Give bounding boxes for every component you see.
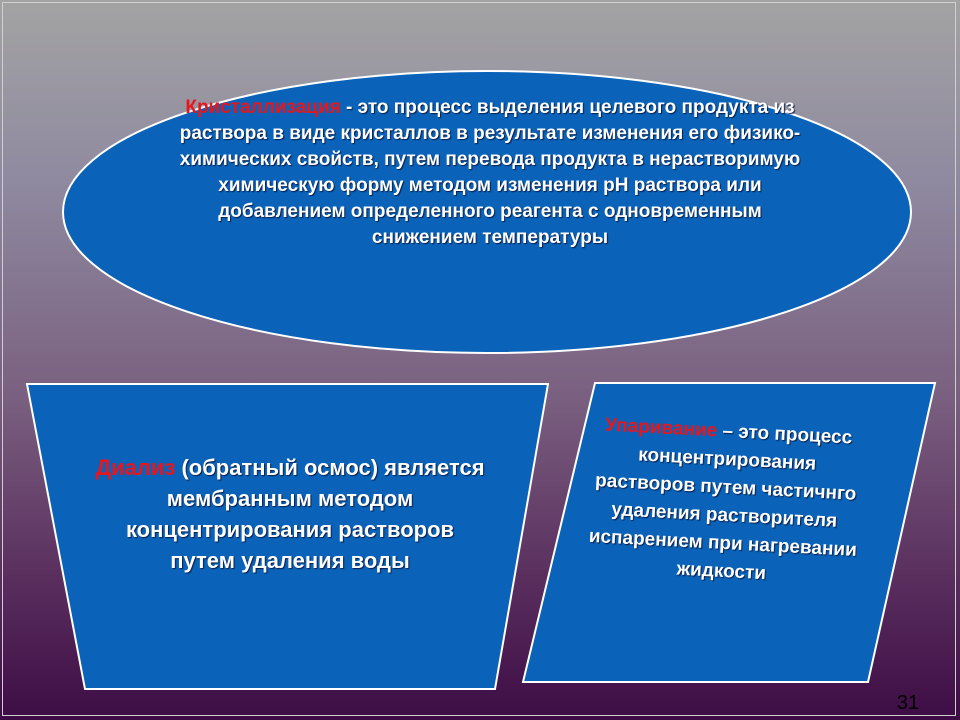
evaporation-definition: – это процесс концентрирования растворов путем частичнго удаления растворителя испарением при нагревании жидкости <box>588 420 858 585</box>
dialysis-term: Диализ <box>95 455 176 480</box>
crystallization-text <box>170 95 810 251</box>
crystallization-definition: - это процесс выделения целевого продукта из раствора в виде кристаллов в результате изменения его физико-химических свойств, путем перевода продукта в нерастворимую химическую форму методом изменения pH раствора или добавлением определенного реагента с одновременным снижением температуры <box>179 97 801 248</box>
crystallization-term: Кристаллизация <box>185 97 341 118</box>
evaporation-term: Упаривание <box>604 414 718 442</box>
page-number: 31 <box>896 692 920 714</box>
dialysis-text <box>95 452 485 576</box>
evaporation-text <box>586 411 864 593</box>
dialysis-definition: (обратный осмос) является мембранным методом концентрирования растворов путем удаления воды <box>125 455 485 573</box>
